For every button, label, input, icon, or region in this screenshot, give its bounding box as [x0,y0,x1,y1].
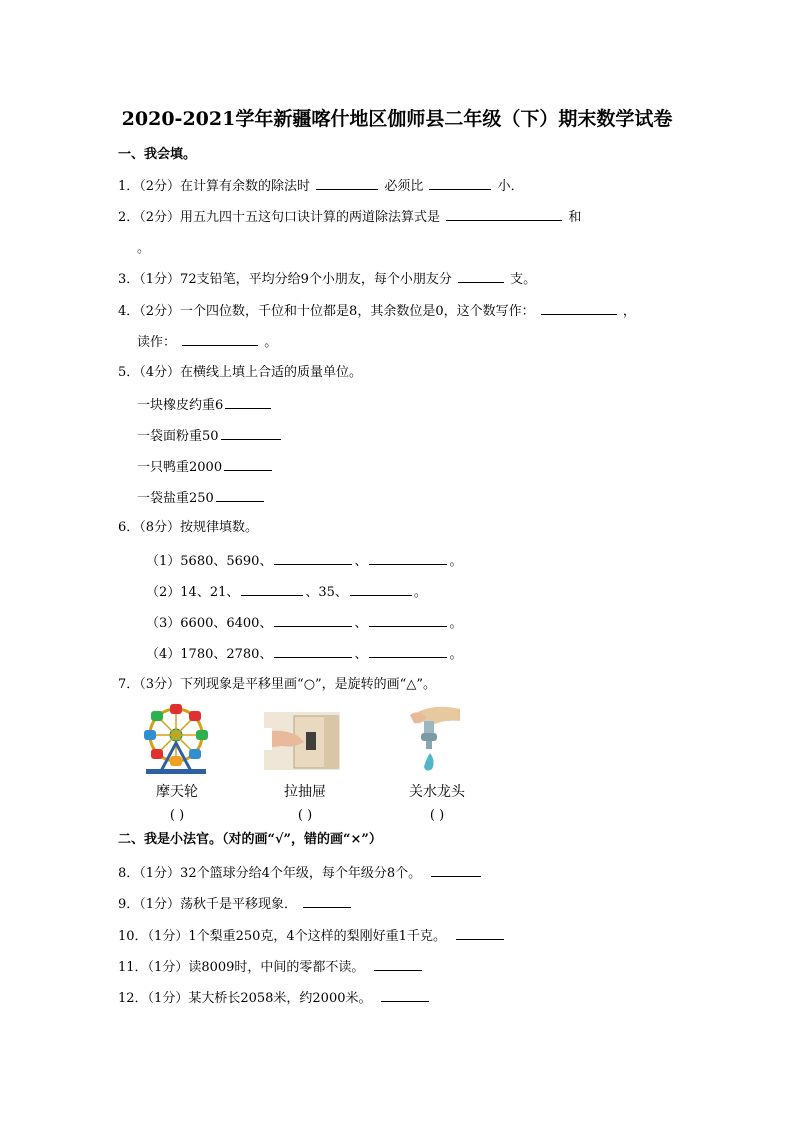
caption-ferris-wheel: 摩天轮 [156,784,198,800]
q3-text-2: 支。 [510,272,537,287]
q5-blank-2[interactable] [221,427,281,440]
q5-blank-3[interactable] [224,458,272,471]
q12-blank[interactable] [381,989,429,1002]
q6-r1-blank-2[interactable] [369,552,447,565]
ferris-wheel-image [138,703,214,775]
q4-text-3: 读作： [137,335,177,350]
question-3 [118,270,536,288]
q6-r2-text: （2）14、21、 [146,585,240,600]
q1-blank-2[interactable] [429,177,491,190]
question-2 [118,208,581,226]
caption-faucet: 关水龙头 [409,784,465,800]
q1-blank-1[interactable] [316,177,378,190]
q8-blank[interactable] [431,864,481,877]
q10-blank[interactable] [456,927,504,940]
q5-item-3-text: 一只鸭重2000 [137,460,223,475]
q4-text: 4．（2分）一个四位数，千位和十位都是8，其余数位是0，这个数写作： [118,304,535,319]
q10-text: 10．（1分）1个梨重250克，4个这样的梨刚好重1千克。 [118,929,446,944]
question-4 [118,302,636,320]
answer-paren-drawer[interactable]: ( ) [297,808,313,823]
question-4-cont [137,333,277,351]
q5-item-2 [137,427,283,445]
q6-r4-text: （4）1780、2780、 [146,647,273,662]
question-9 [118,895,353,913]
q5-blank-4[interactable] [216,489,264,502]
q8-text: 8．（1分）32个篮球分给4个年级，每个年级分8个。 [118,866,422,881]
q3-text: 3．（1分）72支铅笔，平均分给9个小朋友，每个小朋友分 [118,272,452,287]
drawer-image [264,712,340,770]
q5-item-3 [137,458,274,476]
q6-r3-text: （3）6600、6400、 [146,616,273,631]
q12-text: 12．（1分）某大桥长2058米，约2000米。 [118,991,372,1006]
question-11 [118,958,424,976]
q6-r3-end: 。 [449,616,463,631]
q1-text-3: 小． [497,179,524,194]
q6-row-2 [146,583,427,601]
q6-r4-blank-2[interactable] [369,645,447,658]
question-6: 6．（8分）按规律填数。 [118,520,259,535]
section-1-heading: 一、我会填。 [118,147,197,162]
q4-blank-1[interactable] [541,302,617,315]
q6-r1-blank-1[interactable] [274,552,352,565]
q5-blank-1[interactable] [225,396,271,409]
q4-text-2: ， [622,304,636,319]
q6-r3-blank-1[interactable] [274,614,352,627]
q6-r1-sep: 、 [354,554,368,569]
q2-text-3: 。 [137,241,151,256]
answer-paren-faucet[interactable]: ( ) [429,808,445,823]
q1-text-2: 必须比 [384,179,424,194]
q6-r4-blank-1[interactable] [274,645,352,658]
question-12 [118,989,431,1007]
section-2-heading: 二、我是小法官。（对的画“√”，错的画“×”） [118,832,382,847]
q5-item-4-text: 一袋盐重250 [137,491,214,506]
q2-blank-1[interactable] [446,208,562,221]
q6-r2-text-2: 、35、 [305,585,348,600]
q6-r3-blank-2[interactable] [369,614,447,627]
q6-r2-blank-2[interactable] [350,583,412,596]
q6-row-4 [146,645,462,663]
question-5: 5．（4分）在横线上填上合适的质量单位。 [118,365,363,380]
q5-item-1 [137,396,273,414]
faucet-image [404,703,468,775]
q6-r1-end: 。 [449,554,463,569]
q6-r2-blank-1[interactable] [241,583,303,596]
question-1 [118,177,524,195]
q9-text: 9．（1分）荡秋千是平移现象． [118,897,298,912]
answer-paren-ferris-wheel[interactable]: ( ) [169,808,185,823]
q6-r1-text: （1）5680、5690、 [146,554,273,569]
q5-item-2-text: 一袋面粉重50 [137,429,219,444]
q6-row-3 [146,614,462,632]
q6-row-1 [146,552,462,570]
exam-title: 2020-2021学年新疆喀什地区伽师县二年级（下）期末数学试卷 [121,108,673,130]
q5-item-1-text: 一块橡皮约重6 [137,398,224,413]
question-7: 7．（3分）下列现象是平移里画“○”，是旋转的画“△”。 [118,677,436,692]
q3-blank[interactable] [458,270,504,283]
question-10 [118,927,506,945]
q6-r3-sep: 、 [354,616,368,631]
q6-r4-sep: 、 [354,647,368,662]
question-8 [118,864,483,882]
q2-text-2: 和 [568,210,582,225]
q4-text-4: 。 [264,335,278,350]
q6-r4-end: 。 [449,647,463,662]
q4-blank-2[interactable] [182,333,258,346]
q5-item-4 [137,489,266,507]
q11-blank[interactable] [374,958,422,971]
q6-r2-end: 。 [413,585,427,600]
q2-text: 2．（2分）用五九四十五这句口诀计算的两道除法算式是 [118,210,441,225]
q9-blank[interactable] [303,895,351,908]
question-2-cont [137,239,150,257]
caption-drawer: 拉抽屉 [284,784,326,800]
q1-text: 1．（2分）在计算有余数的除法时 [118,179,311,194]
q11-text: 11．（1分）读8009时，中间的零都不读。 [118,960,365,975]
